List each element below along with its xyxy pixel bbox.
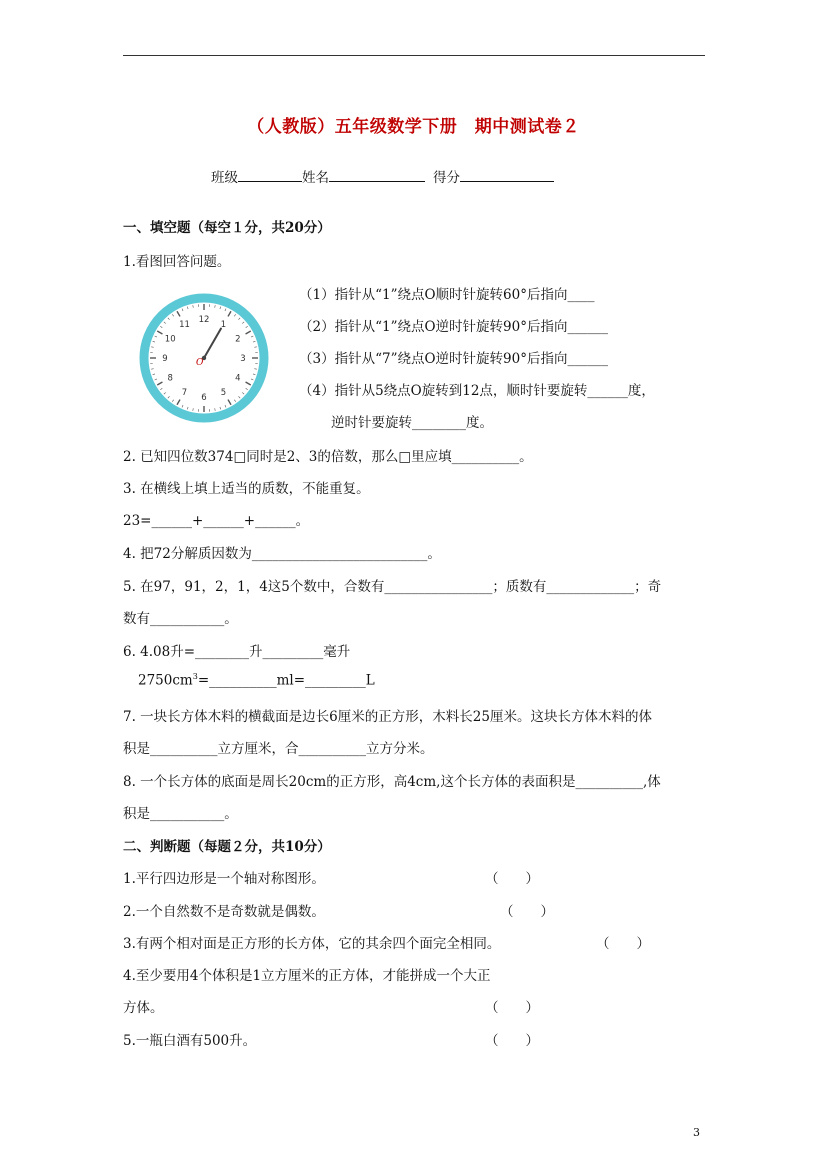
clock-number: 12: [198, 315, 210, 325]
clock-number: 5: [220, 387, 227, 398]
q5-line1: 5. 在97，91，2，1，4这5个数中，合数有________________；质数有_____________；奇: [123, 579, 662, 595]
q2: 2. 已知四位数374□同时是2、3的倍数，那么□里应填__________。: [123, 449, 533, 465]
q1-sub-4: （4）指针从5绕点O旋转到12点，顺时针要旋转______度，: [299, 383, 655, 399]
clock-number: 11: [179, 320, 190, 331]
name-label: 姓名: [302, 170, 329, 186]
q1-sub-3: （3）指针从“7”绕点O逆时针旋转90°后指向______: [299, 351, 608, 367]
judge-item-4-paren[interactable]: （ ）: [485, 1000, 539, 1016]
q6-conversion: =__________ml=_________L: [197, 672, 375, 689]
score-label: 得分: [433, 170, 460, 186]
name-blank[interactable]: [329, 181, 425, 182]
q3: 3. 在横线上填上适当的质数，不能重复。: [123, 481, 370, 497]
q6-superscript: 3: [192, 672, 198, 681]
clock-number: 6: [201, 393, 207, 403]
judge-item-5-paren[interactable]: （ ）: [485, 1033, 539, 1049]
clock-number: 9: [162, 354, 168, 364]
class-label: 班级: [211, 170, 238, 186]
q1-sub-2: （2）指针从“1”绕点O逆时针旋转90°后指向______: [299, 319, 608, 335]
clock-center-label: O: [196, 358, 204, 368]
q6-line2: [138, 672, 375, 689]
q6-line1: 6. 4.08升=________升_________毫升: [123, 644, 351, 660]
student-info-line: [211, 166, 554, 186]
clock-number: 4: [235, 373, 241, 384]
header-rule: [123, 55, 705, 56]
q1-stem: 1.看图回答问题。: [123, 254, 231, 270]
judge-item-2-paren[interactable]: （ ）: [500, 904, 554, 920]
score-blank[interactable]: [460, 181, 554, 182]
judge-item-4: 4.至少要用4个体积是1立方厘米的正方体，才能拼成一个大正: [123, 968, 491, 984]
clock-number: 2: [235, 334, 241, 345]
q1-sub-5: 逆时针要旋转________度。: [331, 415, 493, 431]
q4: 4. 把72分解质因数为__________________________。: [123, 546, 441, 562]
q6-volume-value: 2750cm: [138, 672, 193, 689]
clock-number: 8: [167, 373, 173, 384]
q7-line2: 积是__________立方厘米，合__________立方分米。: [123, 741, 434, 757]
clock-number: 1: [220, 320, 227, 331]
page-title: （人教版）五年级数学下册 期中测试卷２: [247, 117, 580, 137]
class-blank[interactable]: [238, 181, 302, 182]
q1-sub-1: （1）指针从“1”绕点O顺时针旋转60°后指向____: [299, 287, 595, 303]
q8-line1: 8. 一个长方体的底面是周长20cm的正方形，高4cm,这个长方体的表面积是__________,体: [123, 774, 661, 790]
judge-item-4-line2: 方体。: [123, 1000, 164, 1016]
judge-item-1-paren[interactable]: （ ）: [485, 871, 539, 887]
q5-line2: 数有___________。: [123, 611, 238, 627]
clock-number: 10: [164, 334, 176, 345]
judge-item-3-paren[interactable]: （ ）: [596, 936, 650, 952]
q7-line1: 7. 一块长方体木料的横截面是边长6厘米的正方形，木料长25厘米。这块长方体木料的体: [123, 709, 652, 725]
clock-number: 3: [240, 354, 246, 364]
judge-item-3: 3.有两个相对面是正方形的长方体，它的其余四个面完全相同。: [123, 936, 501, 952]
judge-item-5: 5.一瓶白酒有500升。: [123, 1033, 257, 1049]
q3-equation: 23=______+______+______。: [123, 513, 310, 529]
q8-line2: 积是___________。: [123, 806, 238, 822]
section2-heading: 二、判断题（每题２分，共10分）: [123, 839, 331, 855]
clock-illustration: [138, 292, 270, 424]
judge-item-2: 2.一个自然数不是奇数就是偶数。: [123, 904, 325, 920]
page-number: 3: [693, 1126, 700, 1139]
section1-heading: 一、填空题（每空１分，共20分）: [123, 220, 331, 236]
clock-number: 7: [181, 387, 188, 398]
judge-item-1: 1.平行四边形是一个轴对称图形。: [123, 871, 325, 887]
